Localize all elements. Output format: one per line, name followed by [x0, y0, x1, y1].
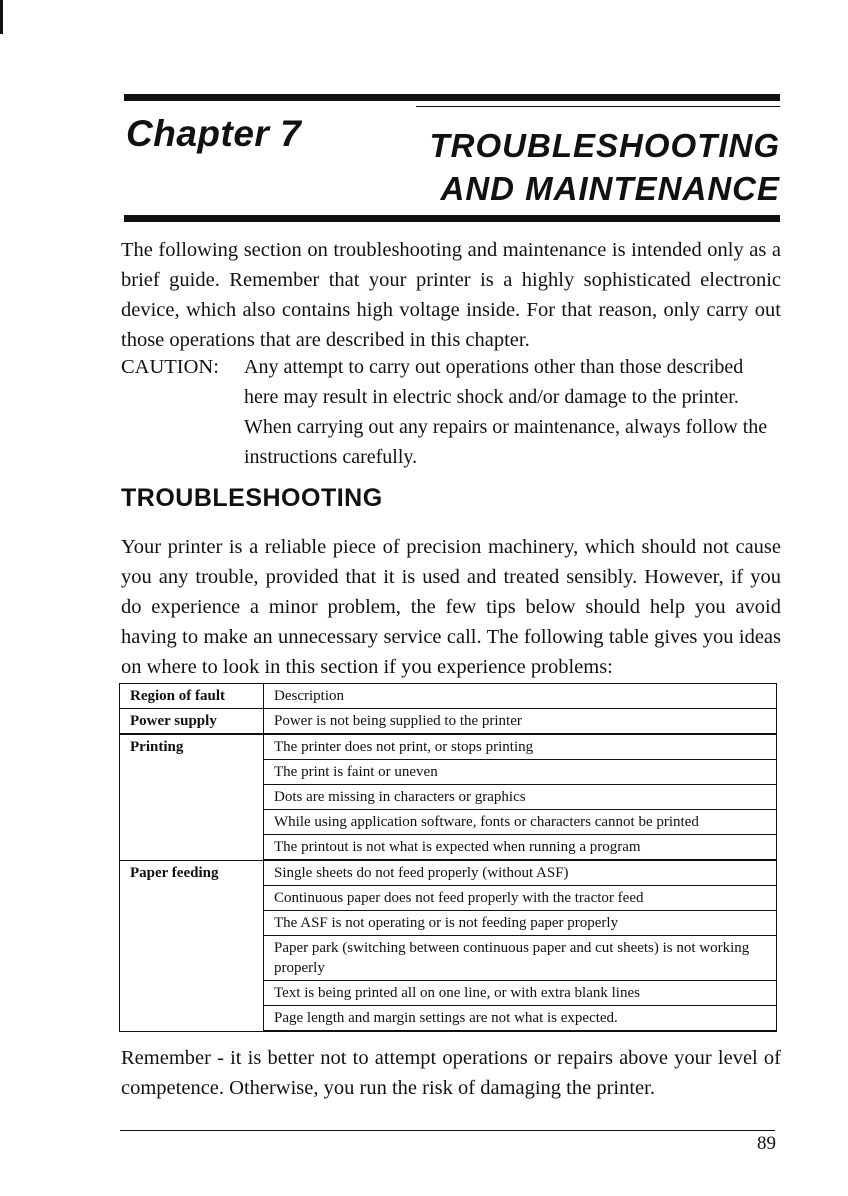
chapter-label: Chapter 7 — [126, 113, 302, 154]
table-row — [120, 734, 777, 760]
footer-rule — [120, 1130, 775, 1131]
intro-paragraph: The following section on troubleshooting and maintenance is intended only as a brief guide. Remember that your printer is a highly sophisticated electronic device, which also contains high voltage inside. For that reason, only carry out those operations that are described in this chapter. — [121, 239, 781, 351]
header-top-rule — [124, 94, 780, 101]
description-cell: Text is being printed all on one line, or with extra blank lines — [264, 981, 777, 1006]
chapter-title-line-1: TROUBLESHOOTING — [429, 127, 780, 164]
description-cell: Dots are missing in characters or graphics — [264, 785, 777, 810]
description-cell: While using application software, fonts or characters cannot be printed — [264, 810, 777, 835]
fault-table — [119, 683, 777, 1032]
closing-paragraph: Remember - it is better not to attempt operations or repairs above your level of competence. Otherwise, you run the risk of damaging the printer. — [121, 1047, 781, 1099]
description-cell: Power is not being supplied to the printer — [264, 709, 777, 735]
description-cell: The printer does not print, or stops printing — [264, 734, 777, 760]
region-cell: Power supply — [120, 709, 264, 735]
caution-text: Any attempt to carry out operations other than those described here may result in electric shock and/or damage to the printer. When carrying out any repairs or maintenance, always follow the instructions carefully. — [244, 356, 768, 468]
description-cell: Continuous paper does not feed properly with the tractor feed — [264, 886, 777, 911]
description-cell: Page length and margin settings are not what is expected. — [264, 1006, 777, 1032]
page-edge-mark — [0, 0, 3, 34]
description-cell: The ASF is not operating or is not feeding paper properly — [264, 911, 777, 936]
chapter-title-line-2: AND MAINTENANCE — [440, 170, 780, 207]
header-thin-rule — [416, 106, 780, 107]
header-description: Description — [264, 684, 777, 709]
chapter-title — [430, 124, 781, 210]
header-bottom-rule — [124, 215, 780, 222]
description-cell: Paper park (switching between continuous paper and cut sheets) is not working properly — [264, 936, 777, 981]
page-number: 89 — [757, 1133, 776, 1154]
table-row — [120, 860, 777, 886]
table-header-row — [120, 684, 777, 709]
caution-label: CAUTION: — [121, 356, 219, 378]
section-paragraph: Your printer is a reliable piece of precision machinery, which should not cause you any trouble, provided that it is used and treated sensibly. However, if you do experience a minor problem, the few tips below should help you avoid having to make an unnecessary service call. The following table gives you ideas on where to look in this section if you experience problems: — [121, 536, 781, 678]
table-row — [120, 709, 777, 735]
header-region: Region of fault — [120, 684, 264, 709]
description-cell: Single sheets do not feed properly (without ASF) — [264, 860, 777, 886]
description-cell: The print is faint or uneven — [264, 760, 777, 785]
description-cell: The printout is not what is expected when running a program — [264, 835, 777, 861]
region-cell: Paper feeding — [120, 860, 264, 1031]
region-cell: Printing — [120, 734, 264, 860]
section-heading: TROUBLESHOOTING — [121, 484, 383, 512]
